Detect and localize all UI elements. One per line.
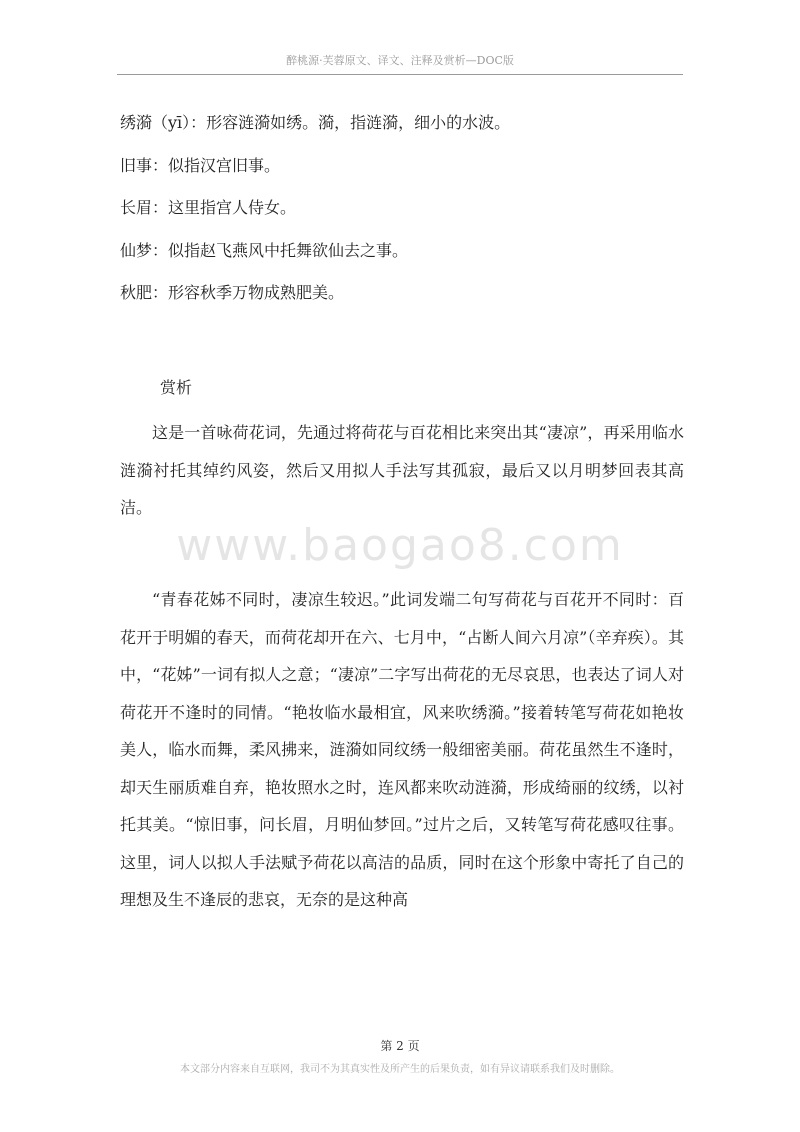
note-xiuyi: 绣漪（yī）：形容涟漪如绣。漪，指涟漪，细小的水波。 (120, 113, 511, 132)
note-xianmeng: 仙梦：似指赵飞燕风中托舞欲仙去之事。 (120, 240, 409, 260)
note-changmei: 长眉：这里指宫人侍女。 (120, 198, 297, 217)
page-number: 第 2 页 (380, 1039, 420, 1053)
appreciation-paragraph-2: “青春花姊不同时，凄凉生较迟。”此词发端二句写荷花与百花开不同时：百花开于明媚的春天，而荷花却开在六、七月中，“占断人间六月凉”（辛弃疾）。其中，“花姊”一词有拟人之意；“凄凉”二字写出荷花的无尽哀思，也表达了词人对荷花开不逢时的同情。“艳妆临水最相宜，风来吹绣漪。”接着转笔写荷花如艳妆美人，临水而舞，柔风拂来，涟漪如同纹绣一般细密美丽。荷花虽然生不逢时，却天生丽质难自弃，艳妆照水之时，连风都来吹动涟漪，形成绮丽的纹绣，以衬托其美。“惊旧事，问长眉，月明仙梦回。”过片之后，又转笔写荷花感叹往事。这里，词人以拟人手法赋予荷花以高洁的品质，同时在这个形象中寄托了自己的理想及生不逢辰的悲哀，无奈的是这种高 (120, 590, 684, 909)
watermark: www.baogao8.com (176, 520, 624, 571)
page-header: 醉桃源·芙蓉原文、译文、注释及赏析—DOC版 (117, 52, 683, 75)
note-jiushi: 旧事：似指汉宫旧事。 (120, 155, 281, 175)
appreciation-paragraph-1: 这是一首咏荷花词，先通过将荷花与百花相比来突出其“凄凉”，再采用临水涟漪衬托其绰约风姿，然后又用拟人手法写其孤寂，最后又以月明梦回表其高洁。 (120, 423, 684, 517)
footer-disclaimer: 本文部分内容来自互联网，我司不为其真实性及所产生的后果负责，如有异议请联系我们及时删除。 (180, 1064, 620, 1075)
appreciation-title: 赏析 (160, 378, 193, 397)
annotation-notes (120, 102, 700, 315)
note-qiufei: 秋肥：形容秋季万物成熟肥美。 (120, 283, 345, 302)
